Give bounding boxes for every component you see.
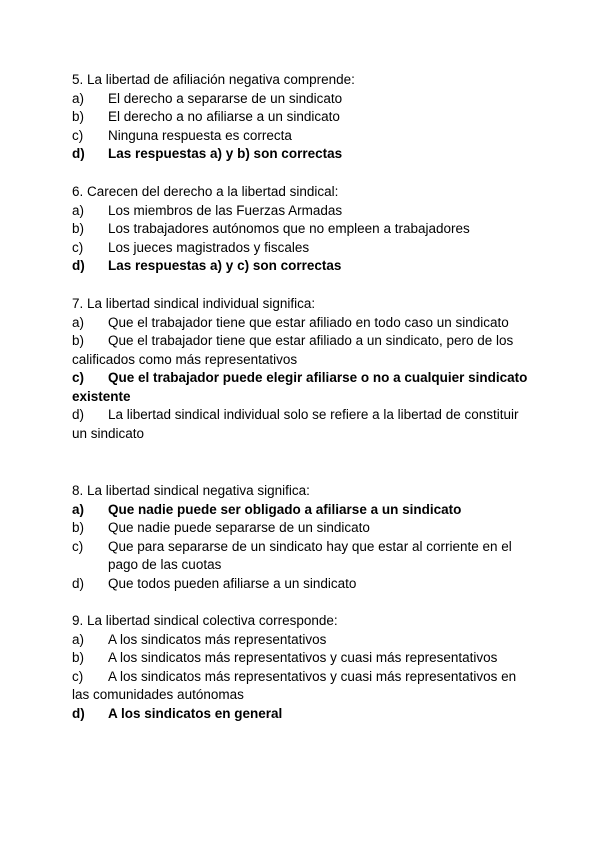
option-text: La libertad sindical individual solo se refiere a la libertad de constituir un sindicato [72,407,519,441]
option-letter: c) [72,127,84,143]
option-text: Los miembros de las Fuerzas Armadas [108,202,343,218]
option-letter: a) [72,202,85,218]
option-letter: a) [72,90,85,106]
option-d-correct [72,257,532,276]
question-stem: 5. La libertad de afiliación negativa comprende: [72,72,355,87]
option-b [72,220,532,239]
option-letter: d) [72,258,85,273]
option-b [72,649,532,668]
option-letter: c) [72,239,84,255]
option-text: Que todos pueden afiliarse a un sindicato [108,575,357,591]
option-letter: d) [72,705,85,721]
option-text: Ninguna respuesta es correcta [108,127,292,143]
option-text: Que el trabajador puede elegir afiliarse o no a cualquier sindicato existente [72,370,528,404]
option-d [72,575,532,594]
question-stem: 9. La libertad sindical colectiva corresponde: [72,613,338,628]
option-a [72,202,532,221]
option-text: Que el trabajador tiene que estar afiliado a un sindicato, pero de los calificados como más representativos [72,333,514,367]
option-d-correct [72,145,532,164]
question-5 [72,71,532,164]
option-letter: a) [72,314,85,330]
option-text: Los jueces magistrados y fiscales [108,239,310,255]
option-c [72,538,532,575]
question-stem: 6. Carecen del derecho a la libertad sindical: [72,184,339,199]
option-text: Que el trabajador tiene que estar afiliado en todo caso un sindicato [108,314,509,330]
option-d-correct [72,705,532,724]
option-letter: a) [72,631,85,647]
option-text: Que nadie puede separarse de un sindicato [108,520,370,535]
option-a [72,314,532,333]
option-a-correct [72,501,532,520]
option-letter: b) [72,650,85,665]
option-letter: b) [72,221,85,236]
question-stem: 8. La libertad sindical negativa significa: [72,483,310,498]
option-a [72,90,532,109]
option-c [72,127,532,146]
option-letter: d) [72,146,85,161]
option-text: Las respuestas a) y b) son correctas [108,146,343,161]
option-b [72,519,532,538]
option-a [72,631,532,650]
option-c-correct [72,369,532,406]
option-text: A los sindicatos en general [108,705,283,721]
option-c [72,239,532,258]
option-text: A los sindicatos más representativos y cuasi más representativos [108,650,498,665]
option-text: El derecho a no afiliarse a un sindicato [108,109,340,124]
option-text: El derecho a separarse de un sindicato [108,90,343,106]
option-c [72,668,532,705]
question-6 [72,183,532,276]
question-7 [72,295,532,443]
option-b [72,108,532,127]
option-d [72,406,532,443]
question-9 [72,612,532,723]
option-text: Los trabajadores autónomos que no empleen a trabajadores [108,221,470,236]
option-letter: b) [72,333,85,348]
option-letter: d) [72,575,85,591]
option-letter: b) [72,109,85,124]
option-text: Las respuestas a) y c) son correctas [108,258,342,273]
option-letter: d) [72,407,85,422]
question-stem: 7. La libertad sindical individual significa: [72,296,316,311]
option-letter: c) [72,370,85,385]
question-8 [72,482,532,593]
option-letter: c) [72,538,84,554]
option-text: A los sindicatos más representativos y cuasi más representativos en las comunidades autónomas [72,668,517,702]
option-letter: b) [72,520,85,535]
option-letter: a) [72,501,85,517]
option-b [72,332,532,369]
option-text: A los sindicatos más representativos [108,631,327,647]
option-letter: c) [72,668,84,684]
option-text: Que para separarse de un sindicato hay que estar al corriente en el pago de las cuotas [108,538,512,572]
option-text: Que nadie puede ser obligado a afiliarse a un sindicato [108,501,462,517]
